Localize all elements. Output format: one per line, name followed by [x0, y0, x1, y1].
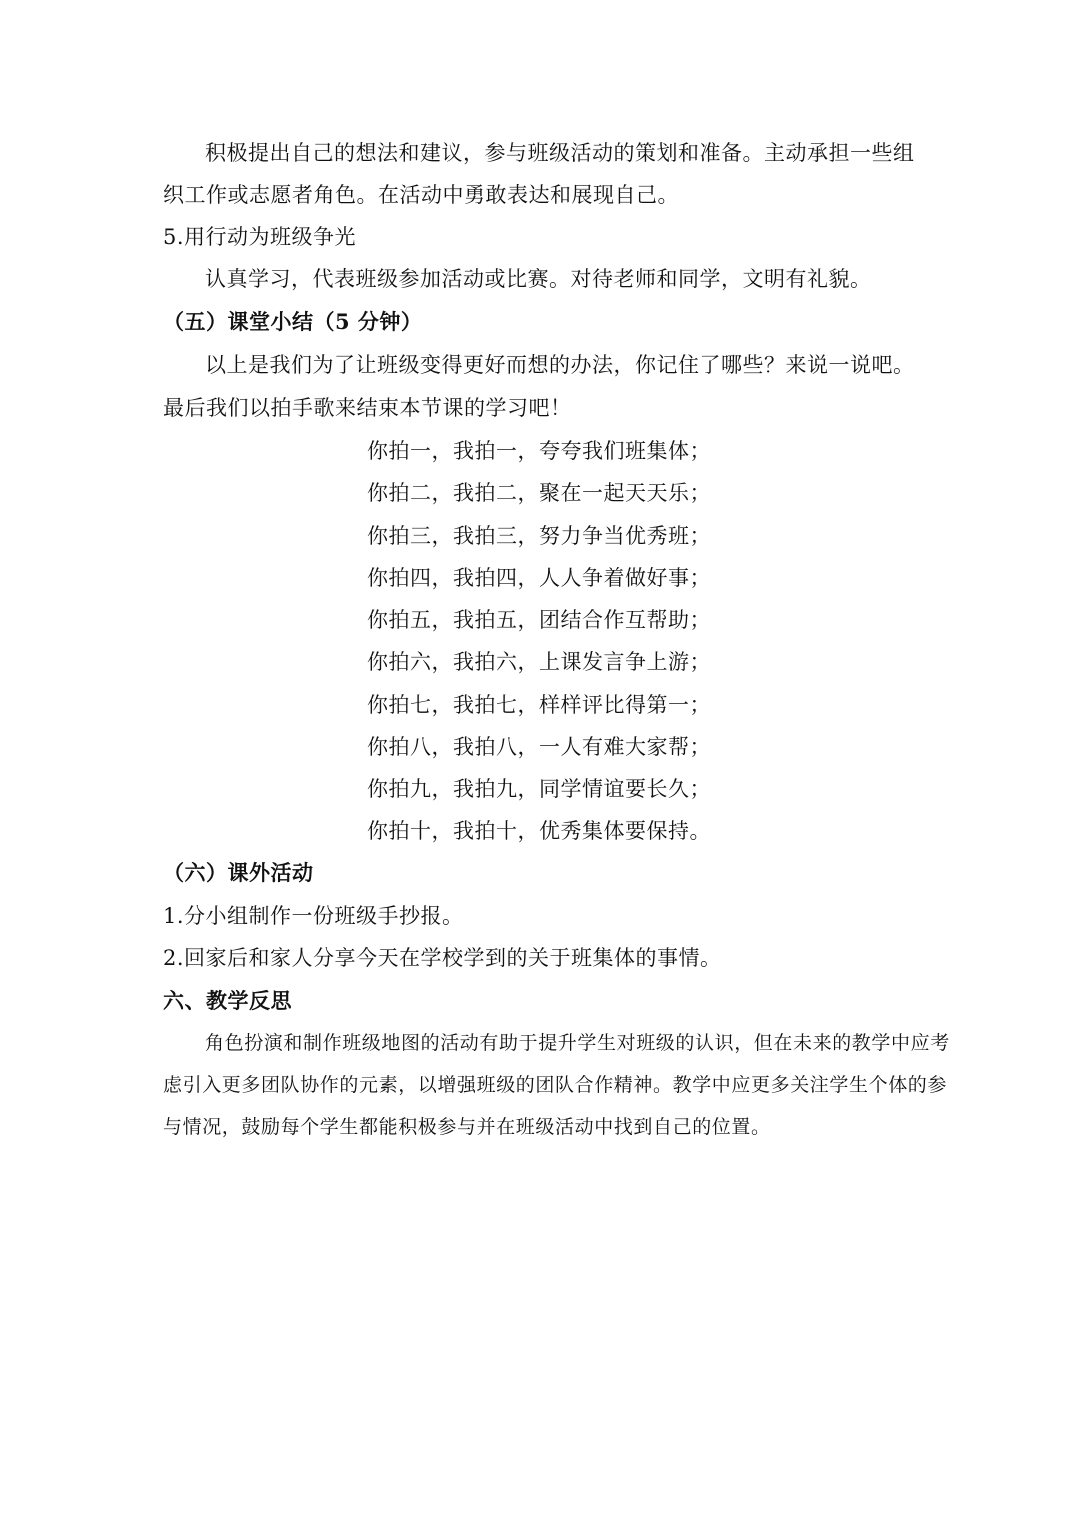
chant-line: 你拍十，我拍十，优秀集体要保持。 — [367, 819, 711, 843]
paragraph-line: 与情况，鼓励每个学生都能积极参与并在班级活动中找到自己的位置。 — [163, 1116, 771, 1138]
chant-line: 你拍七，我拍七，样样评比得第一； — [367, 693, 711, 717]
chant-line: 你拍三，我拍三，努力争当优秀班； — [367, 524, 711, 548]
paragraph-line: 角色扮演和制作班级地图的活动有助于提升学生对班级的认识，但在未来的教学中应考 — [205, 1032, 950, 1054]
chant-line: 你拍六，我拍六，上课发言争上游； — [367, 650, 711, 674]
section-heading: （六）课外活动 — [163, 860, 314, 885]
chant-line: 你拍九，我拍九，同学情谊要长久； — [367, 777, 711, 801]
paragraph-line: 积极提出自己的想法和建议，参与班级活动的策划和准备。主动承担一些组 — [205, 141, 915, 165]
chant-line: 你拍五，我拍五，团结合作互帮助； — [367, 608, 711, 632]
chant-line: 你拍四，我拍四，人人争着做好事； — [367, 566, 711, 590]
list-item: 1.分小组制作一份班级手抄报。 — [163, 904, 464, 928]
chant-line: 你拍八，我拍八，一人有难大家帮； — [367, 735, 711, 759]
item-heading: 5.用行动为班级争光 — [163, 225, 357, 249]
chant-line: 你拍一，我拍一，夸夸我们班集体； — [367, 439, 711, 463]
section-heading: 六、教学反思 — [163, 988, 292, 1013]
list-item: 2.回家后和家人分享今天在学校学到的关于班集体的事情。 — [163, 946, 722, 970]
paragraph-line: 虑引入更多团队协作的元素，以增强班级的团队合作精神。教学中应更多关注学生个体的参 — [163, 1074, 948, 1096]
paragraph-line: 最后我们以拍手歌来结束本节课的学习吧！ — [163, 396, 572, 420]
section-heading: （五）课堂小结（5 分钟） — [163, 309, 423, 334]
paragraph-line: 织工作或志愿者角色。在活动中勇敢表达和展现自己。 — [163, 183, 679, 207]
paragraph-line: 以上是我们为了让班级变得更好而想的办法，你记住了哪些？来说一说吧。 — [205, 353, 915, 377]
paragraph-line: 认真学习，代表班级参加活动或比赛。对待老师和同学，文明有礼貌。 — [205, 267, 872, 291]
chant-line: 你拍二，我拍二，聚在一起天天乐； — [367, 481, 711, 505]
